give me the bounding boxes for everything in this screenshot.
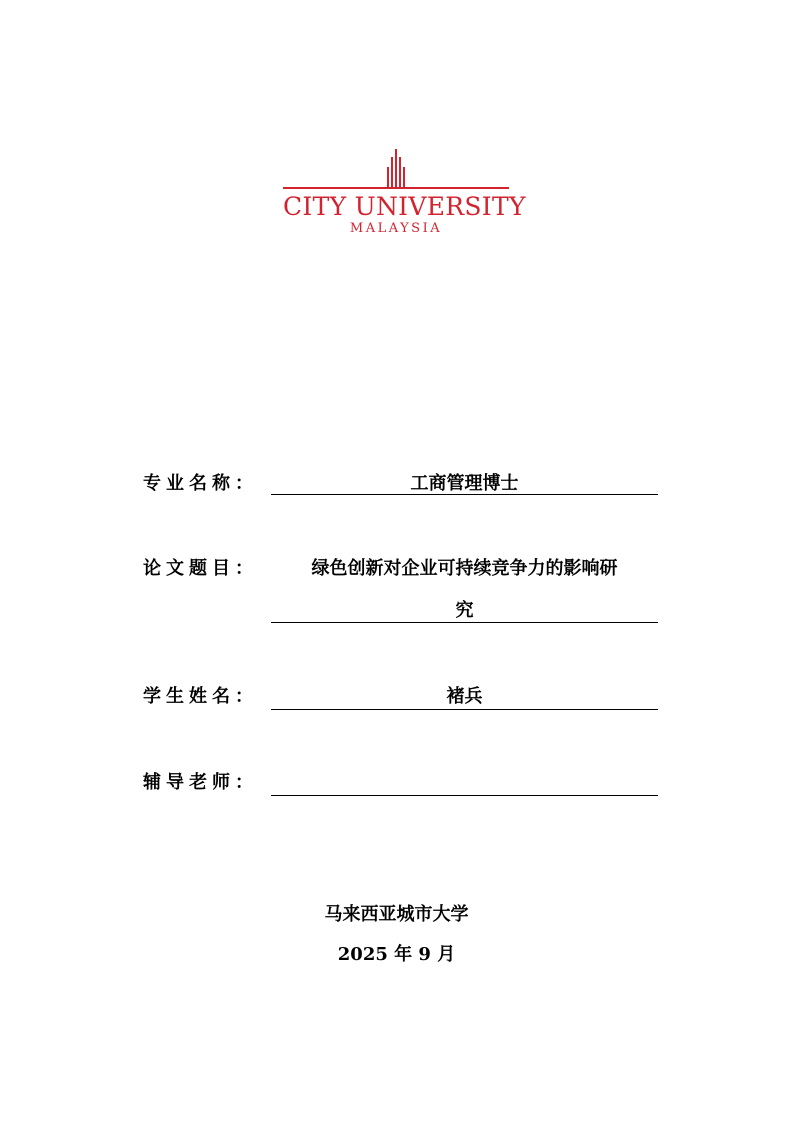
university-logo [283, 148, 526, 238]
student-value: 褚兵 [446, 686, 483, 707]
logo-name: CITY UNIVERSITY [283, 192, 526, 221]
logo-bar [403, 167, 405, 187]
title-label: 论文题目： [143, 558, 258, 579]
major-underline [271, 494, 658, 495]
logo-bar [395, 149, 397, 187]
student-underline [271, 709, 658, 710]
submission-date: 2025 年 9 月 [337, 944, 456, 965]
student-label: 学生姓名： [143, 686, 258, 707]
logo-bar [391, 157, 393, 187]
institution-name: 马来西亚城市大学 [324, 904, 469, 925]
major-value: 工商管理博士 [410, 473, 519, 494]
logo-bar [387, 167, 389, 187]
logo-bar [399, 157, 401, 187]
title-underline [271, 622, 658, 623]
logo-rule [283, 187, 509, 189]
title-value-line1: 绿色创新对企业可持续竞争力的影响研 [311, 558, 618, 579]
title-value-line2: 究 [455, 600, 474, 621]
logo-subtitle: MALAYSIA [349, 221, 443, 236]
supervisor-label: 辅导老师： [143, 772, 258, 793]
major-label: 专业名称： [143, 473, 258, 494]
supervisor-underline [271, 795, 658, 796]
